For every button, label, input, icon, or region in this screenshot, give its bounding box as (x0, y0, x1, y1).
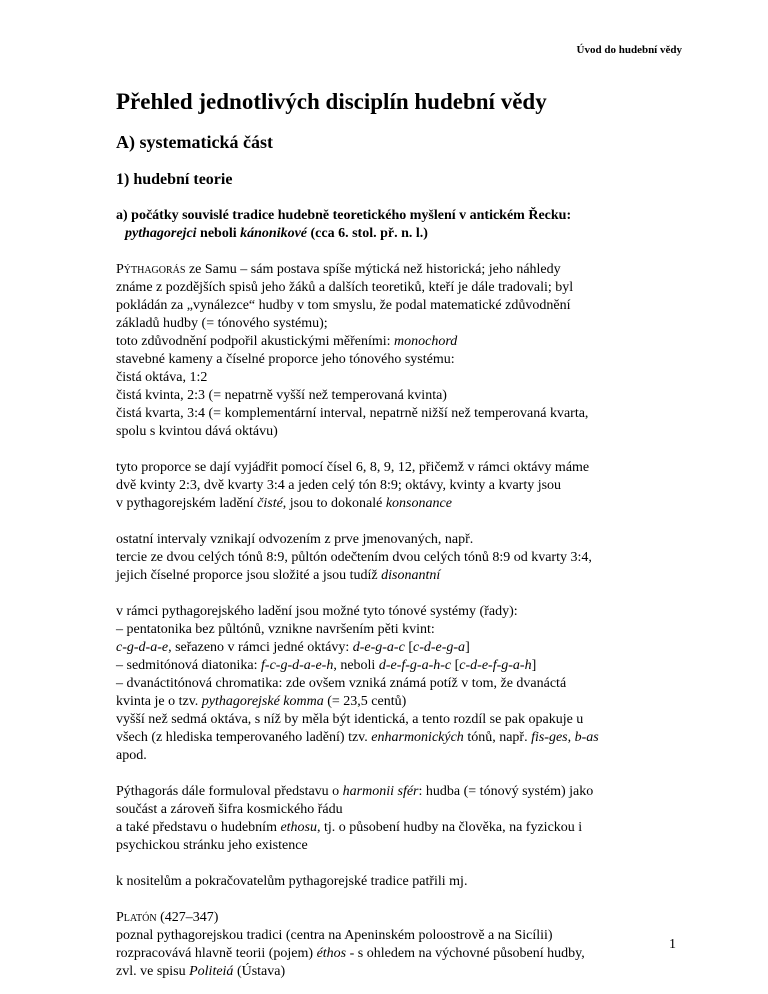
text-span: , tj. o působení hudby na člověka, na fyzickou i (317, 820, 583, 835)
text-line: – pentatonika bez půltónů, vznikne navršením pěti kvint: (116, 622, 435, 637)
term-ethos: ethosu (280, 820, 318, 835)
text-span: , neboli (333, 658, 379, 673)
text-line: – dvanáctitónová chromatika: zde ovšem vzniká známá potíž v tom, že dvanáctá (116, 676, 567, 691)
section-heading: A) systematická část (116, 132, 273, 152)
term-enharmonic: enharmonických (371, 730, 464, 745)
text-line: ze Samu – sám postava spíše mýtická než historická; jeho náhledy (185, 262, 561, 277)
text-line: poznal pythagorejskou tradici (centra na Apeninském poloostrově a na Sicílii) (116, 928, 553, 943)
text-span: a také představu o hudebním (116, 820, 281, 835)
term-fis-ges: fis-ges (531, 730, 568, 745)
text-span: Pýthagorás dále formuloval představu o (116, 784, 343, 799)
text-span: – sedmitónová diatonika: (116, 658, 262, 673)
text-line: toto zdůvodnění podpořil akustickými měřeními: (116, 334, 395, 349)
text-span: jejich číselné proporce jsou složité a jsou tudíž (116, 568, 382, 583)
term-disonantni: disonantní (381, 568, 441, 583)
text-span: , seřazeno v rámci jedné oktávy: (168, 640, 353, 655)
tone-series: f-c-g-d-a-e-h (261, 658, 334, 673)
text-line: k nositelům a pokračovatelům pythagorejské tradice patřili mj. (116, 874, 468, 889)
text-span: (= 23,5 centů) (323, 694, 407, 709)
text-neboli: neboli (196, 226, 241, 241)
page-number: 1 (669, 937, 676, 952)
text-line: v rámci pythagorejského ladění jsou možné tyto tónové systémy (řady): (116, 604, 518, 619)
term-konsonance: konsonance (385, 496, 452, 511)
text-span: , jsou to dokonalé (282, 496, 386, 511)
paragraph-intervals (116, 531, 676, 585)
text-line: čistá oktáva, 1:2 (116, 370, 208, 385)
text-span: , (567, 730, 575, 745)
paragraph-followers (116, 873, 676, 891)
topic-heading (116, 207, 676, 243)
tone-series: d-e-f-g-a-h-c (378, 658, 452, 673)
paragraph-harmony (116, 783, 676, 855)
text-span: zvl. ve spisu (116, 964, 190, 979)
term-ethos: éthos (316, 946, 347, 961)
document-title: Přehled jednotlivých disciplín hudební vědy (116, 89, 547, 114)
paragraph-pythagoras (116, 261, 676, 441)
term-ciste: čisté (257, 496, 283, 511)
text-line: základů hudby (= tónového systému); (116, 316, 328, 331)
term-harmonie-sfer: harmonii sfér (342, 784, 419, 799)
topic-heading-line1: a) počátky souvislé tradice hudebně teoretického myšlení v antickém Řecku: (116, 208, 572, 223)
term-politeia: Politeiá (189, 964, 234, 979)
text-span: rozpracovává hlavně teorii (pojem) (116, 946, 317, 961)
text-span: [ (404, 640, 413, 655)
tone-series: c-d-e-g-a (412, 640, 466, 655)
tone-series: c-g-d-a-e (116, 640, 169, 655)
text-span: - s ohledem na výchovné působení hudby, (346, 946, 585, 961)
text-span: ] (465, 640, 470, 655)
text-line: čistá kvinta, 2:3 (= nepatrně vyšší než temperovaná kvinta) (116, 388, 447, 403)
paragraph-platon (116, 909, 676, 981)
text-span: (427–347) (156, 910, 219, 925)
paragraph-tone-systems (116, 603, 676, 765)
term-b-as: b-as (574, 730, 599, 745)
text-span: všech (z hlediska temperovaného ladění) tzv. (116, 730, 372, 745)
text-line: tyto proporce se dají vyjádřit pomocí čísel 6, 8, 9, 12, přičemž v rámci oktávy máme (116, 460, 590, 475)
term-pythagorean-comma: pythagorejské komma (201, 694, 324, 709)
text-line: čistá kvarta, 3:4 (= komplementární interval, nepatrně nižší než temperovaná kvarta, (116, 406, 589, 421)
text-span: (Ústava) (233, 964, 286, 979)
text-span: [ (451, 658, 460, 673)
tone-series: d-e-g-a-c (352, 640, 405, 655)
text-date: (cca 6. stol. př. n. l.) (307, 226, 428, 241)
text-line: tercie ze dvou celých tónů 8:9, půltón odečtením dvou celých tónů 8:9 od kvarty 3:4, (116, 550, 592, 565)
running-header: Úvod do hudební vědy (576, 44, 682, 56)
paragraph-proportions (116, 459, 676, 513)
text-line: psychickou stránku jeho existence (116, 838, 308, 853)
subsection-heading: 1) hudební teorie (116, 171, 233, 188)
text-line: spolu s kvintou dává oktávu) (116, 424, 278, 439)
tone-series: c-d-e-f-g-a-h (459, 658, 532, 673)
term-pythagorejci: pythagorejci (125, 226, 197, 241)
text-line: vyšší než sedmá oktáva, s níž by měla být identická, a tento rozdíl se pak opakuje u (116, 712, 584, 727)
text-line: pokládán za „vynálezce“ hudby v tom smyslu, že podal matematické zdůvodnění (116, 298, 571, 313)
term-kanonikove: kánonikové (240, 226, 308, 241)
name-platon: Platón (116, 910, 157, 925)
text-span: ] (531, 658, 537, 673)
text-line: stavebné kameny a číselné proporce jeho tónového systému: (116, 352, 455, 367)
text-line: apod. (116, 748, 147, 763)
text-line: ostatní intervaly vznikají odvozením z prve jmenovaných, např. (116, 532, 474, 547)
text-line: dvě kvinty 2:3, dvě kvarty 3:4 a jeden celý tón 8:9; oktávy, kvinty a kvarty jsou (116, 478, 562, 493)
text-line: součást a zároveň šifra kosmického řádu (116, 802, 343, 817)
text-span: tónů, např. (463, 730, 532, 745)
topic-heading-line2 (116, 225, 428, 243)
text-span: kvinta je o tzv. (116, 694, 202, 709)
term-monochord: monochord (394, 334, 458, 349)
text-span: v pythagorejském ladění (116, 496, 258, 511)
text-span: : hudba (= tónový systém) jako (418, 784, 594, 799)
text-line: známe z pozdějších spisů jeho žáků a dalších teoretiků, kteří je dále tradovali; byl (116, 280, 574, 295)
name-pythagoras: Pýthagorás (116, 262, 186, 277)
page-content (116, 82, 676, 981)
